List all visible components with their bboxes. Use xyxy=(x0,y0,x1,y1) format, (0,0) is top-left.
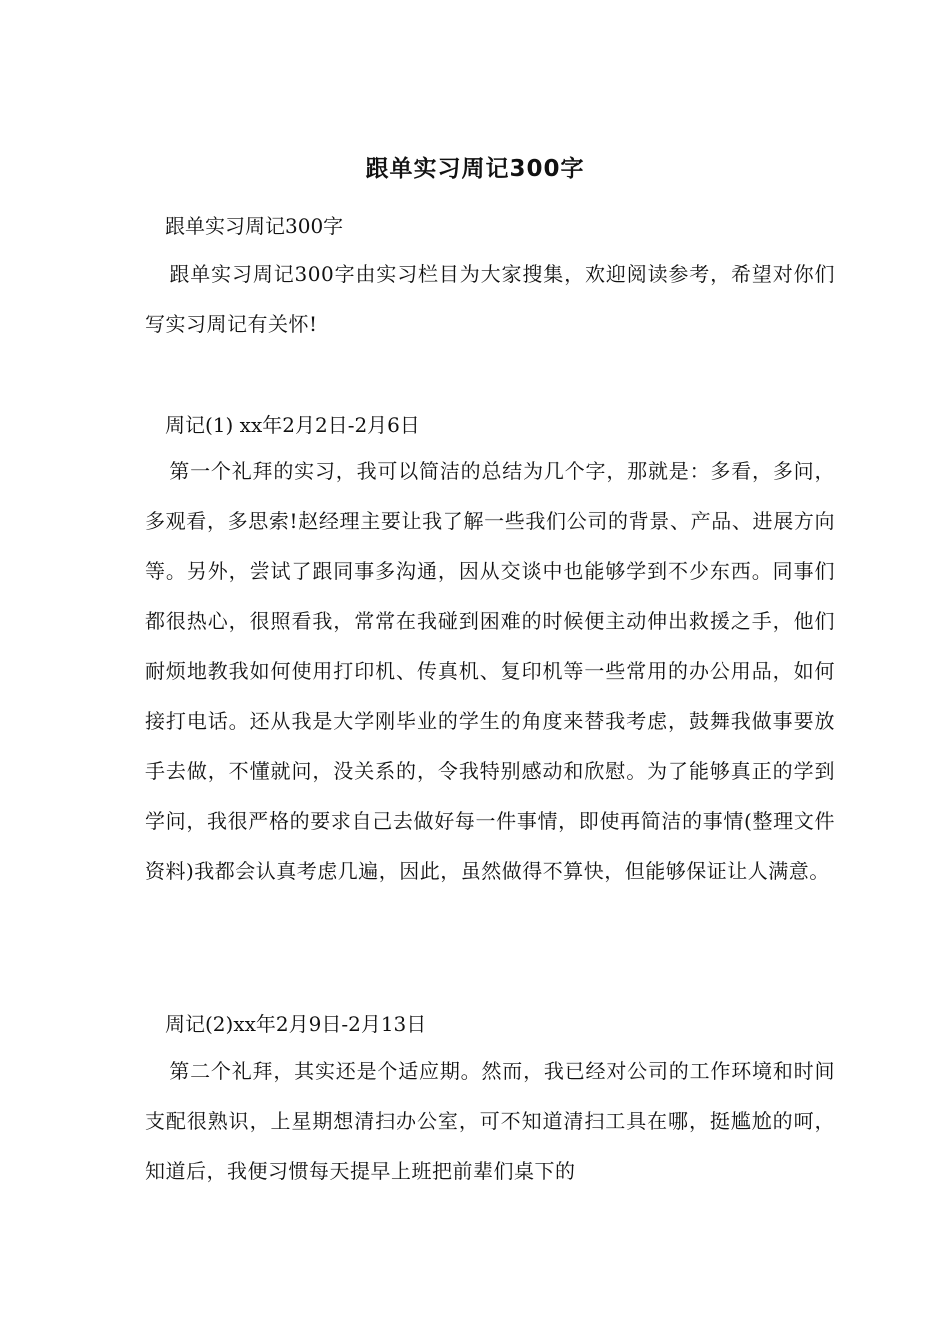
document-subtitle: 跟单实习周记300字 xyxy=(165,214,344,238)
document-title: 跟单实习周记300字 xyxy=(365,156,585,182)
week-2-header: 周记(2)xx年2月9日-2月13日 xyxy=(165,1012,427,1036)
intro-text: 跟单实习周记300字由实习栏目为大家搜集，欢迎阅读参考，希望对你们写实习周记有关怀! xyxy=(145,262,835,336)
intro-paragraph xyxy=(145,249,835,349)
week-2-paragraph xyxy=(145,1046,835,1196)
week-1-paragraph xyxy=(145,446,835,896)
week-2-text: 第二个礼拜，其实还是个适应期。然而，我已经对公司的工作环境和时间支配很熟识，上星期想清扫办公室，可不知道清扫工具在哪，挺尴尬的呵，知道后，我便习惯每天提早上班把前辈们桌下的 xyxy=(145,1059,835,1183)
week-1-text: 第一个礼拜的实习，我可以简洁的总结为几个字，那就是：多看，多问，多观看，多思索!赵经理主要让我了解一些我们公司的背景、产品、进展方向等。另外，尝试了跟同事多沟通，因从交谈中也能够学到不少东西。同事们都很热心，很照看我，常常在我碰到困难的时候便主动伸出救援之手，他们耐烦地教我如何使用打印机、传真机、复印机等一些常用的办公用品，如何接打电话。还从我是大学刚毕业的学生的角度来替我考虑，鼓舞我做事要放手去做，不懂就问，没关系的，令我特别感动和欣慰。为了能够真正的学到学问，我很严格的要求自己去做好每一件事情，即使再简洁的事情(整理文件资料)我都会认真考虑几遍，因此，虽然做得不算快，但能够保证让人满意。 xyxy=(145,459,835,883)
week-1-header: 周记(1) xx年2月2日-2月6日 xyxy=(165,413,420,437)
